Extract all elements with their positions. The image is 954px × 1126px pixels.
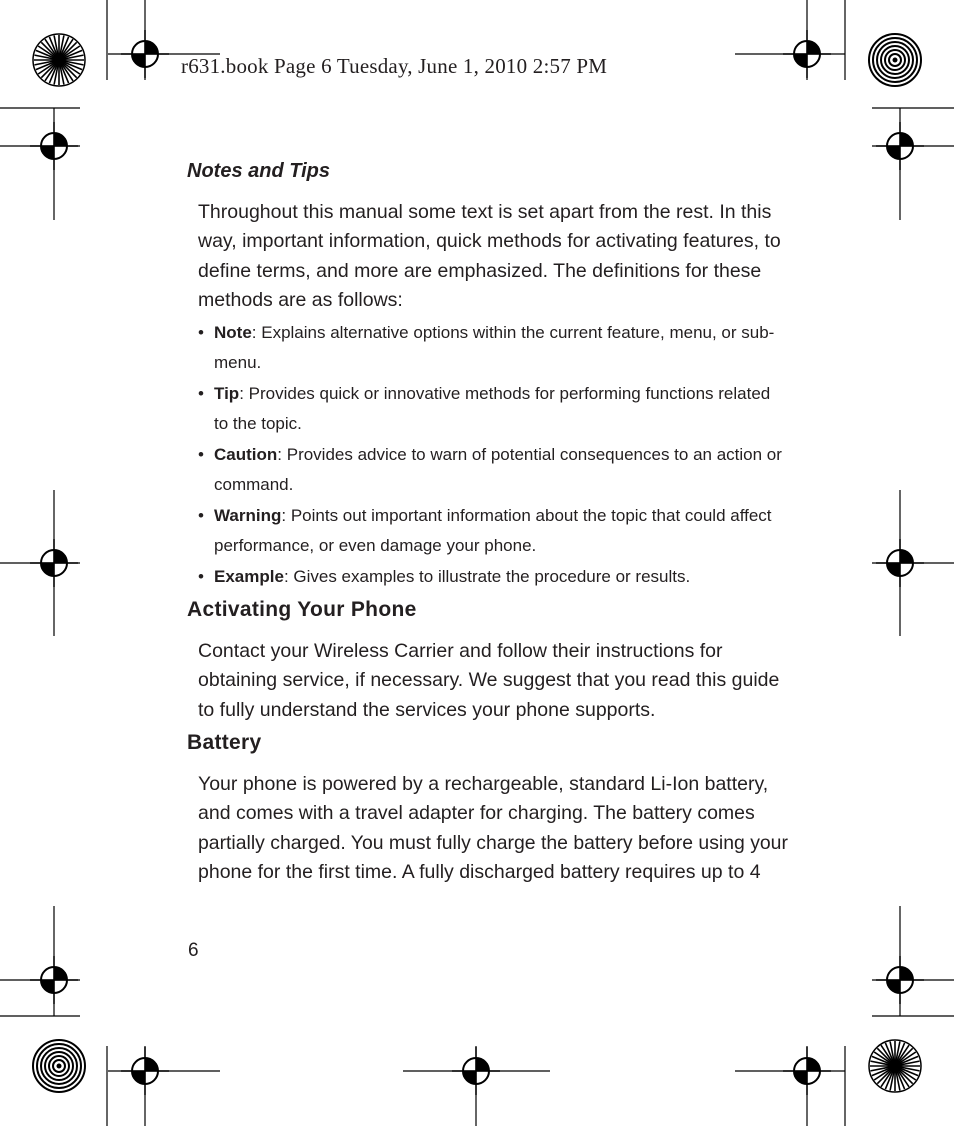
- paragraph-line: phone for the first time. A fully discharged battery requires up to 4: [198, 860, 761, 883]
- definition-text: command.: [214, 474, 294, 494]
- print-slug: r631.book Page 6 Tuesday, June 1, 2010 2:57 PM: [181, 54, 608, 78]
- paragraph-line: way, important information, quick methods for activating features, to: [198, 230, 781, 253]
- paragraph-line: define terms, and more are emphasized. The definitions for these: [198, 259, 762, 282]
- definition-text: : Gives examples to illustrate the procedure or results.: [283, 567, 691, 586]
- definition-text: : Points out important information about the topic that could affect: [281, 506, 772, 525]
- paragraph-line: Throughout this manual some text is set apart from the rest. In this: [198, 201, 772, 223]
- paragraph-line: Your phone is powered by a rechargeable, standard Li-Ion battery,: [198, 773, 769, 795]
- paragraph-line: and comes with a travel adapter for charging. The battery comes: [198, 802, 755, 825]
- term-warning: Warning: [214, 506, 282, 525]
- battery-heading: Battery: [187, 731, 262, 754]
- paragraph-line: obtaining service, if necessary. We suggest that you read this guide: [198, 669, 780, 692]
- list-item: [198, 440, 798, 499]
- bullet-dot: •: [198, 567, 204, 586]
- definitions-list: [198, 318, 798, 594]
- term-caution: Caution: [214, 445, 278, 464]
- notes-intro-paragraph: [198, 198, 798, 315]
- activating-heading: Activating Your Phone: [187, 598, 417, 621]
- bullet-dot: •: [198, 323, 204, 342]
- list-item: [198, 318, 798, 377]
- definition-text: : Explains alternative options within the current feature, menu, or sub-: [251, 323, 775, 342]
- bullet-dot: •: [198, 506, 204, 525]
- list-item: [198, 379, 798, 438]
- list-item: [198, 501, 798, 560]
- bullet-dot: •: [198, 445, 204, 464]
- activating-paragraph: [198, 637, 798, 725]
- term-note: Note: [214, 323, 252, 342]
- definition-text: menu.: [214, 352, 262, 372]
- paragraph-line: to fully understand the services your phone supports.: [198, 698, 656, 721]
- list-item: [198, 562, 798, 592]
- definition-text: to the topic.: [214, 413, 302, 433]
- paragraph-line: methods are as follows:: [198, 288, 403, 311]
- definition-text: performance, or even damage your phone.: [214, 535, 537, 555]
- term-tip: Tip: [214, 384, 240, 403]
- definition-text: : Provides quick or innovative methods for performing functions related: [239, 384, 771, 403]
- paragraph-line: Contact your Wireless Carrier and follow their instructions for: [198, 640, 723, 662]
- paragraph-line: partially charged. You must fully charge the battery before using your: [198, 831, 788, 854]
- term-example: Example: [214, 567, 284, 586]
- definition-text: : Provides advice to warn of potential consequences to an action or: [277, 445, 782, 464]
- battery-paragraph: [198, 770, 798, 887]
- page-number: 6: [188, 940, 199, 961]
- notes-and-tips-heading: Notes and Tips: [187, 160, 330, 182]
- bullet-dot: •: [198, 384, 204, 403]
